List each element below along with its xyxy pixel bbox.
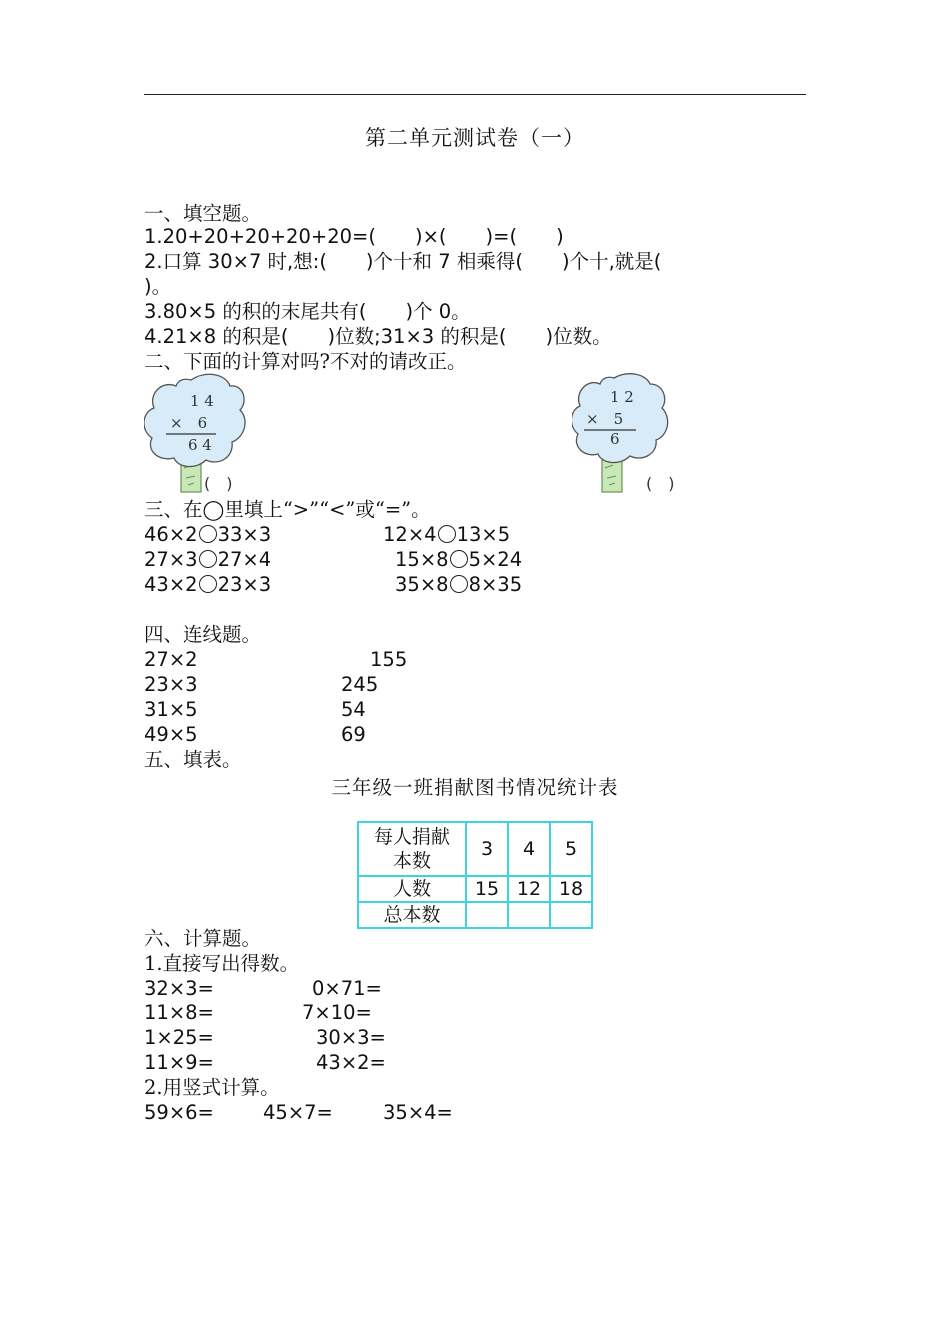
section-6-heading: 六、计算题。 bbox=[144, 927, 262, 950]
question-1-2-cont: )。 bbox=[144, 275, 172, 298]
tree-1-result: 6 4 bbox=[188, 436, 212, 454]
table-cell: 5 bbox=[550, 822, 592, 876]
compare-circle[interactable] bbox=[450, 575, 468, 593]
match-right-1: 155 bbox=[370, 648, 408, 671]
direct-calc: 0×71= bbox=[312, 977, 382, 1000]
direct-calc: 11×8= bbox=[144, 1001, 214, 1024]
compare-row-1-right: 12×4 13×5 bbox=[383, 523, 511, 546]
match-right-3: 54 bbox=[341, 698, 366, 721]
match-left-2: 23×3 bbox=[144, 673, 198, 696]
compare-row-2-left: 27×3 27×4 bbox=[144, 548, 272, 571]
page-title: 第二单元测试卷（一） bbox=[365, 126, 585, 150]
row-label-people: 人数 bbox=[358, 876, 466, 902]
row-label-total: 总本数 bbox=[358, 902, 466, 928]
section-3-heading: 三、在◯里填上“>”“<”或“=”。 bbox=[144, 498, 431, 521]
section-2-heading: 二、下面的计算对吗?不对的请改正。 bbox=[144, 350, 467, 373]
section-5-heading: 五、填表。 bbox=[144, 748, 242, 771]
tree-2-mul: × 5 bbox=[586, 410, 624, 428]
direct-calc: 30×3= bbox=[316, 1026, 386, 1049]
subsection-6-2: 2.用竖式计算。 bbox=[144, 1076, 280, 1099]
compare-row-1-left: 46×2 33×3 bbox=[144, 523, 272, 546]
match-right-4: 69 bbox=[341, 723, 366, 746]
compare-row-3-left: 43×2 23×3 bbox=[144, 573, 272, 596]
tree-1-mul: × 6 bbox=[170, 414, 208, 432]
donation-table bbox=[357, 821, 593, 929]
tree-2-result: 6 bbox=[610, 430, 620, 448]
table-cell-blank[interactable] bbox=[466, 902, 508, 928]
table-cell: 12 bbox=[508, 876, 550, 902]
compare-circle[interactable] bbox=[199, 575, 217, 593]
direct-calc: 43×2= bbox=[316, 1051, 386, 1074]
direct-calc: 32×3= bbox=[144, 977, 214, 1000]
question-1-2: 2.口算 30×7 时,想:( )个十和 7 相乘得( )个十,就是( bbox=[144, 250, 662, 273]
vertical-calc: 59×6= bbox=[144, 1101, 214, 1124]
table-cell: 18 bbox=[550, 876, 592, 902]
compare-row-2-right: 15×8 5×24 bbox=[395, 548, 523, 571]
direct-calc: 11×9= bbox=[144, 1051, 214, 1074]
table-row bbox=[358, 822, 592, 876]
match-left-3: 31×5 bbox=[144, 698, 198, 721]
table-row bbox=[358, 876, 592, 902]
row-label-per-person: 每人捐献 本数 bbox=[358, 822, 466, 876]
compare-circle[interactable] bbox=[450, 550, 468, 568]
table-row bbox=[358, 902, 592, 928]
tree-problem-1 bbox=[144, 372, 284, 496]
question-1-4: 4.21×8 的积是( )位数;31×3 的积是( )位数。 bbox=[144, 325, 612, 348]
table-cell: 15 bbox=[466, 876, 508, 902]
table-cell: 3 bbox=[466, 822, 508, 876]
tree-icon bbox=[572, 372, 712, 496]
table-cell: 4 bbox=[508, 822, 550, 876]
compare-circle[interactable] bbox=[199, 525, 217, 543]
tree-problem-2 bbox=[572, 372, 712, 496]
section-4-heading: 四、连线题。 bbox=[144, 623, 262, 646]
match-left-4: 49×5 bbox=[144, 723, 198, 746]
question-1-3: 3.80×5 的积的末尾共有( )个 0。 bbox=[144, 300, 471, 323]
section-1-heading: 一、填空题。 bbox=[144, 202, 262, 225]
vertical-calc: 45×7= bbox=[263, 1101, 333, 1124]
tree-2-answer-paren: ( ) bbox=[646, 474, 675, 493]
tree-2-top: 1 2 bbox=[610, 388, 634, 406]
table-title: 三年级一班捐献图书情况统计表 bbox=[331, 776, 619, 799]
match-right-2: 245 bbox=[341, 673, 379, 696]
table-cell-blank[interactable] bbox=[508, 902, 550, 928]
subsection-6-1: 1.直接写出得数。 bbox=[144, 952, 300, 975]
header-rule bbox=[144, 94, 806, 95]
match-left-1: 27×2 bbox=[144, 648, 198, 671]
tree-1-top: 1 4 bbox=[190, 392, 214, 410]
compare-circle[interactable] bbox=[199, 550, 217, 568]
compare-circle[interactable] bbox=[438, 525, 456, 543]
compare-row-3-right: 35×8 8×35 bbox=[395, 573, 523, 596]
direct-calc: 1×25= bbox=[144, 1026, 214, 1049]
question-1-1: 1.20+20+20+20+20=( )×( )=( ) bbox=[144, 225, 564, 248]
tree-1-answer-paren: ( ) bbox=[204, 474, 233, 493]
table-cell-blank[interactable] bbox=[550, 902, 592, 928]
vertical-calc: 35×4= bbox=[383, 1101, 453, 1124]
direct-calc: 7×10= bbox=[302, 1001, 372, 1024]
